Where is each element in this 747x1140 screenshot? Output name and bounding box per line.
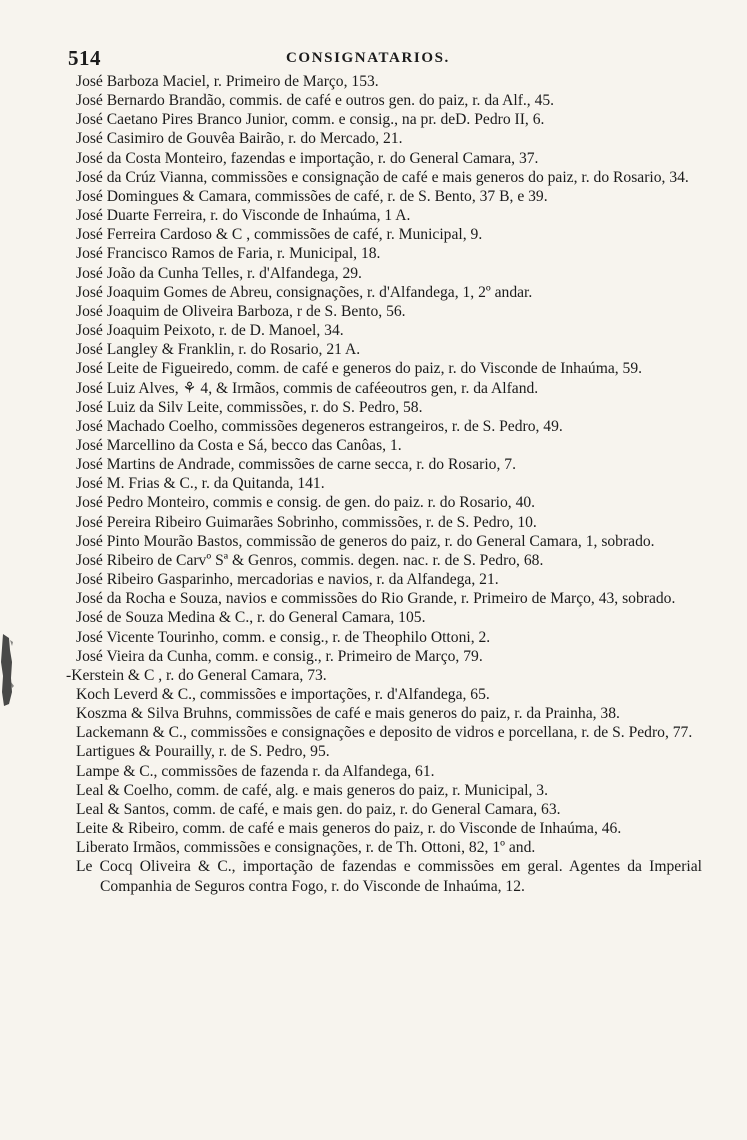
directory-entry: José Ribeiro de Carvº Sª & Genros, commis. degen. nac. r. de S. Pedro, 68.	[76, 551, 544, 569]
directory-entry: José Joaquim Peixoto, r. de D. Manoel, 34.	[76, 322, 344, 340]
directory-entry: José Domingues & Camara, commissões de café, r. de S. Bento, 37 B, e 39.	[76, 187, 548, 205]
directory-entry: José da Rocha e Souza, navios e commissões do Rio Grande, r. Primeiro de Março, 43, sobrado.	[76, 590, 676, 608]
directory-entry: José Joaquim Gomes de Abreu, consignações, r. d'Alfandega, 1, 2º andar.	[76, 283, 533, 301]
directory-entry: José Martins de Andrade, commissões de carne secca, r. do Rosario, 7.	[76, 456, 516, 474]
directory-entry: José de Souza Medina & C., r. do General Camara, 105.	[76, 609, 426, 627]
directory-entry: José Barboza Maciel, r. Primeiro de Março, 153.	[76, 73, 379, 90]
directory-entry: José Ribeiro Gasparinho, mercadorias e navios, r. da Alfandega, 21.	[76, 571, 499, 589]
directory-entry: José Francisco Ramos de Faria, r. Municipal, 18.	[76, 245, 381, 263]
directory-entry: José Caetano Pires Branco Junior, comm. e consig., na pr. deD. Pedro II, 6.	[76, 111, 545, 129]
directory-entries	[66, 72, 702, 896]
directory-entry: José Ferreira Cardoso & C , commissões de café, r. Municipal, 9.	[76, 226, 483, 244]
directory-entry: José Casimiro de Gouvêa Bairão, r. do Mercado, 21.	[76, 130, 403, 148]
directory-entry: José Marcellino da Costa e Sá, becco das Canôas, 1.	[76, 436, 402, 454]
directory-entry: José Duarte Ferreira, r. do Visconde de Inhaúma, 1 A.	[76, 207, 411, 225]
directory-entry: José Joaquim de Oliveira Barboza, r de S. Bento, 56.	[76, 302, 406, 320]
directory-entry: José Machado Coelho, commissões degeneros estrangeiros, r. de S. Pedro, 49.	[76, 417, 563, 435]
directory-entry: José Luiz Alves, ⚘ 4, & Irmãos, commis de caféeoutros gen, r. da Alfand.	[76, 379, 539, 397]
directory-entry: Leite & Ribeiro, comm. de café e mais generos do paiz, r. do Visconde de Inhaúma, 46.	[76, 820, 622, 838]
directory-entry: Lampe & C., commissões de fazenda r. da Alfandega, 61.	[76, 762, 435, 780]
directory-entry: -Kerstein & C , r. do General Camara, 73.	[66, 666, 327, 684]
directory-entry: José Vicente Tourinho, comm. e consig., r. de Theophilo Ottoni, 2.	[76, 628, 491, 646]
directory-entry: Le Cocq Oliveira & C., importação de fazendas e commissões em geral. Agentes da Imperial Companhia de Seguros contra Fogo, r. do Visconde de Inhaúma, 12.	[76, 858, 702, 895]
directory-entry: José João da Cunha Telles, r. d'Alfandega, 29.	[76, 264, 362, 282]
directory-entry: José Vieira da Cunha, comm. e consig., r. Primeiro de Março, 79.	[76, 647, 483, 665]
directory-entry: José M. Frias & C., r. da Quitanda, 141.	[76, 475, 325, 493]
directory-entry: José Bernardo Brandão, commis. de café e outros gen. do paiz, r. da Alf., 45.	[76, 92, 555, 110]
directory-entry: Leal & Santos, comm. de café, e mais gen. do paiz, r. do General Camara, 63.	[76, 800, 561, 818]
directory-entry: José Langley & Franklin, r. do Rosario, 21 A.	[76, 341, 361, 359]
directory-entry: Koszma & Silva Bruhns, commissões de café e mais generos do paiz, r. da Prainha, 38.	[76, 705, 620, 723]
directory-entry: José Leite de Figueiredo, comm. de café e generos do paiz, r. do Visconde de Inhaúma, 59.	[76, 360, 643, 378]
directory-entry: José Luiz da Silv Leite, commissões, r. do S. Pedro, 58.	[76, 398, 423, 416]
directory-entry: José Pedro Monteiro, commis e consig. de gen. do paiz. r. do Rosario, 40.	[76, 494, 536, 512]
directory-entry: Leal & Coelho, comm. de café, alg. e mais generos do paiz, r. Municipal, 3.	[76, 781, 548, 799]
directory-entry: José Pinto Mourão Bastos, commissão de generos do paiz, r. do General Camara, 1, sobrado.	[76, 532, 655, 550]
directory-entry: José da Costa Monteiro, fazendas e importação, r. do General Camara, 37.	[76, 149, 539, 167]
directory-entry: José Pereira Ribeiro Guimarães Sobrinho, commissões, r. de S. Pedro, 10.	[76, 513, 537, 531]
directory-entry: Lartigues & Pourailly, r. de S. Pedro, 95.	[76, 743, 330, 761]
page-number: 514	[68, 46, 101, 70]
directory-entry: Liberato Irmãos, commissões e consignações, r. de Th. Ottoni, 82, 1º and.	[76, 839, 536, 857]
directory-entry: Lackemann & C., commissões e consignações e deposito de vidros e porcellana, r. de S. Pedro, 77.	[76, 724, 693, 742]
directory-entry: Koch Leverd & C., commissões e importações, r. d'Alfandega, 65.	[76, 686, 490, 703]
directory-entry: José da Crúz Vianna, commissões e consignação de café e mais generos do paiz, r. do Rosario, 34.	[76, 168, 689, 186]
ink-blot-mark	[0, 632, 14, 708]
page-header	[68, 46, 708, 72]
running-head: CONSIGNATARIOS.	[286, 50, 450, 66]
